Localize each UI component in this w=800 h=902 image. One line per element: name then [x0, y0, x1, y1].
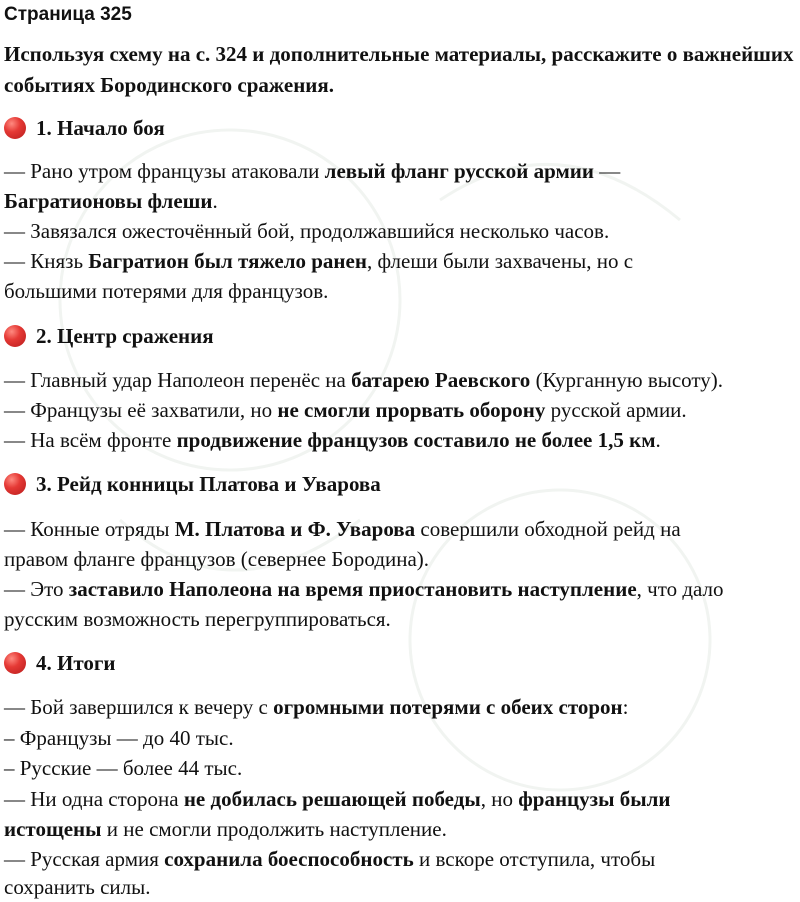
- red-circle-icon: [4, 325, 26, 347]
- section-1-title: 1. Начало боя: [36, 115, 165, 140]
- page-title: Страница 325: [4, 4, 132, 25]
- red-circle-icon: [4, 117, 26, 139]
- section-2-line-3: — На всём фронте продвижение французов составило не более 1,5 км.: [4, 428, 661, 452]
- section-3-line-3: — Это заставило Наполеона на время приостановить наступление, что дало: [4, 577, 724, 601]
- section-4-line-2: – Французы — до 40 тыс.: [4, 726, 234, 750]
- section-4-line-7: сохранить силы.: [4, 875, 151, 899]
- section-2-title: 2. Центр сражения: [36, 323, 214, 348]
- section-1-line-2: Багратионовы флеши.: [4, 189, 218, 213]
- section-3-heading: [4, 469, 381, 499]
- section-3-line-1: — Конные отряды М. Платова и Ф. Уварова совершили обходной рейд на: [4, 517, 681, 541]
- section-1-line-5: большими потерями для французов.: [4, 279, 329, 303]
- section-3-line-4: русским возможность перегруппироваться.: [4, 607, 391, 631]
- section-4-line-1: — Бой завершился к вечеру с огромными потерями с обеих сторон:: [4, 695, 629, 719]
- section-1-line-4: — Князь Багратион был тяжело ранен, флеши были захвачены, но с: [4, 249, 634, 273]
- section-1-line-3: — Завязался ожесточённый бой, продолжавшийся несколько часов.: [4, 219, 610, 243]
- section-4-line-6: — Русская армия сохранила боеспособность и вскоре отступила, чтобы: [4, 847, 656, 871]
- red-circle-icon: [4, 652, 26, 674]
- section-2-heading: [4, 321, 214, 351]
- section-1-line-1: — Рано утром французы атаковали левый фланг русской армии —: [4, 159, 621, 183]
- section-3-line-2: правом фланге французов (севернее Бородина).: [4, 547, 430, 571]
- section-4-line-4: — Ни одна сторона не добилась решающей победы, но французы были: [4, 787, 671, 811]
- section-1-heading: [4, 113, 165, 143]
- section-2-line-1: — Главный удар Наполеон перенёс на батарею Раевского (Курганную высоту).: [4, 368, 724, 392]
- question-text: Используя схему на с. 324 и дополнительные материалы, расскажите о важнейших событиях Бородинского сражения.: [4, 42, 794, 97]
- red-circle-icon: [4, 473, 26, 495]
- section-4-line-3: – Русские — более 44 тыс.: [4, 756, 243, 780]
- section-4-title: 4. Итоги: [36, 650, 116, 675]
- section-4-line-5: истощены и не смогли продолжить наступление.: [4, 817, 447, 841]
- section-4-heading: [4, 648, 116, 678]
- section-2-line-2: — Французы её захватили, но не смогли прорвать оборону русской армии.: [4, 398, 687, 422]
- section-3-title: 3. Рейд конницы Платова и Уварова: [36, 471, 381, 496]
